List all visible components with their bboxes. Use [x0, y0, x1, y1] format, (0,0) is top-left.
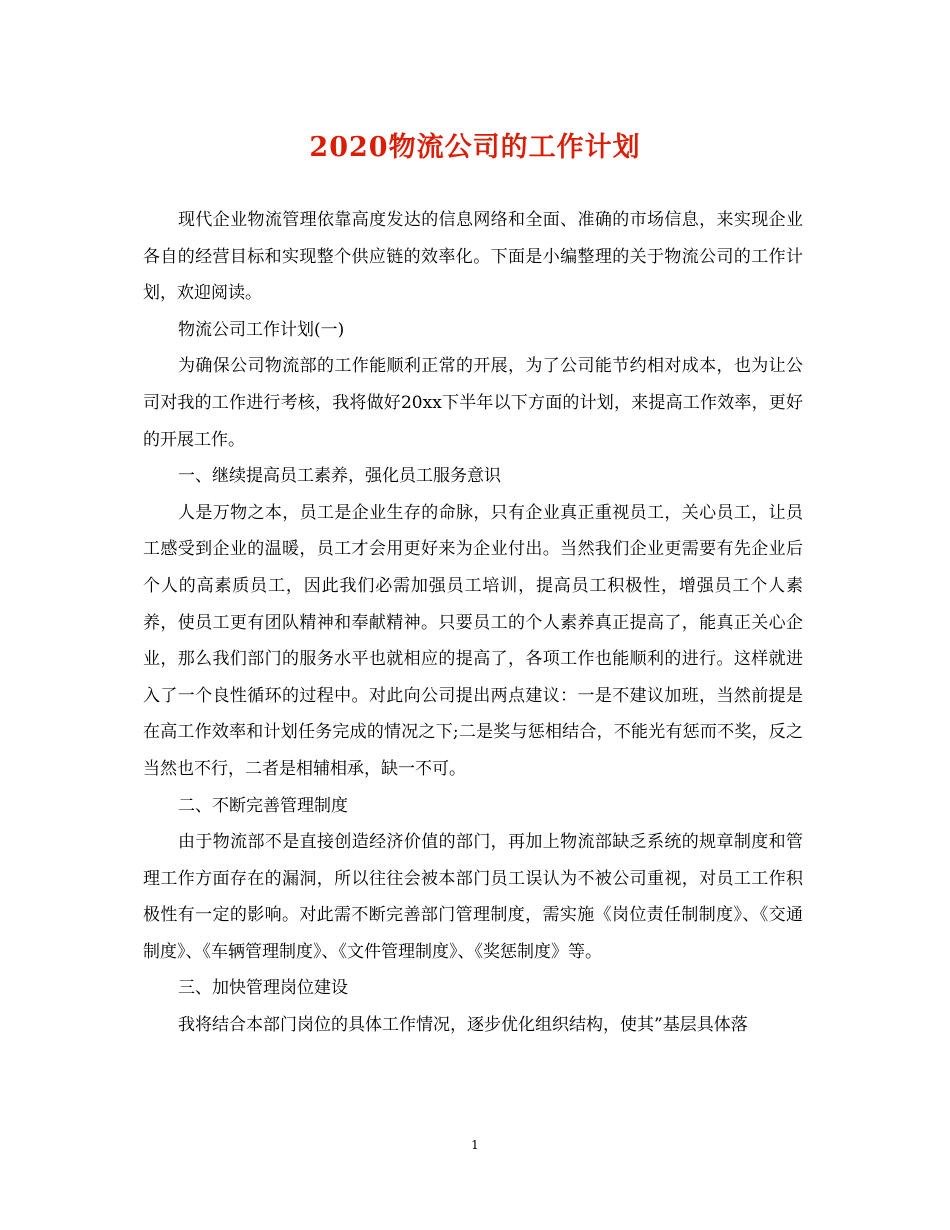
paragraph-intro: 现代企业物流管理依靠高度发达的信息网络和全面、准确的市场信息，来实现企业各自的经营目标和实现整个供应链的效率化。下面是小编整理的关于物流公司的工作计划，欢迎阅读。	[143, 210, 803, 304]
page-number: 1	[471, 1138, 479, 1152]
paragraph-employee-quality: 人是万物之本，员工是企业生存的命脉，只有企业真正重视员工，关心员工，让员工感受到企业的温暖，员工才会用更好来为企业付出。当然我们企业更需要有先企业后个人的高素质员工，因此我们必需加强员工培训，提高员工积极性，增强员工个人素养，使员工更有团队精神和奉献精神。只要员工的个人素养真正提高了，能真正关心企业，那么我们部门的服务水平也就相应的提高了，各项工作也能顺利的进行。这样就进入了一个良性循环的过程中。对此向公司提出两点建议：一是不建议加班，当然前提是在高工作效率和计划任务完成的情况之下;二是奖与惩相结合，不能光有惩而不奖，反之当然也不行，二者是相辅相承，缺一不可。	[143, 502, 803, 779]
paragraph-management-system: 由于物流部不是直接创造经济价值的部门，再加上物流部缺乏系统的规章制度和管理工作方面存在的漏洞，所以往往会被本部门员工误认为不被公司重视，对员工工作积极性有一定的影响。对此需不断完善部门管理制度，需实施《岗位责任制制度》、《交通制度》、《车辆管理制度》、《文件管理制度》、《奖惩制度》等。	[143, 832, 803, 962]
section-heading-three: 三、加快管理岗位建设	[178, 978, 348, 999]
paragraph-plan-purpose: 为确保公司物流部的工作能顺利正常的开展，为了公司能节约相对成本，也为让公司对我的工作进行考核，我将做好20xx下半年以下方面的计划，来提高工作效率，更好的开展工作。	[143, 356, 803, 450]
paragraph-post-construction: 我将结合本部门岗位的具体工作情况，逐步优化组织结构，使其”基层具体落	[178, 1015, 748, 1036]
section-heading-plan-one: 物流公司工作计划(一)	[178, 319, 345, 340]
section-heading-one: 一、继续提高员工素养，强化员工服务意识	[178, 466, 501, 487]
section-heading-two: 二、不断完善管理制度	[178, 795, 348, 816]
document-title: 2020物流公司的工作计划	[309, 132, 641, 163]
document-body	[143, 202, 803, 1044]
